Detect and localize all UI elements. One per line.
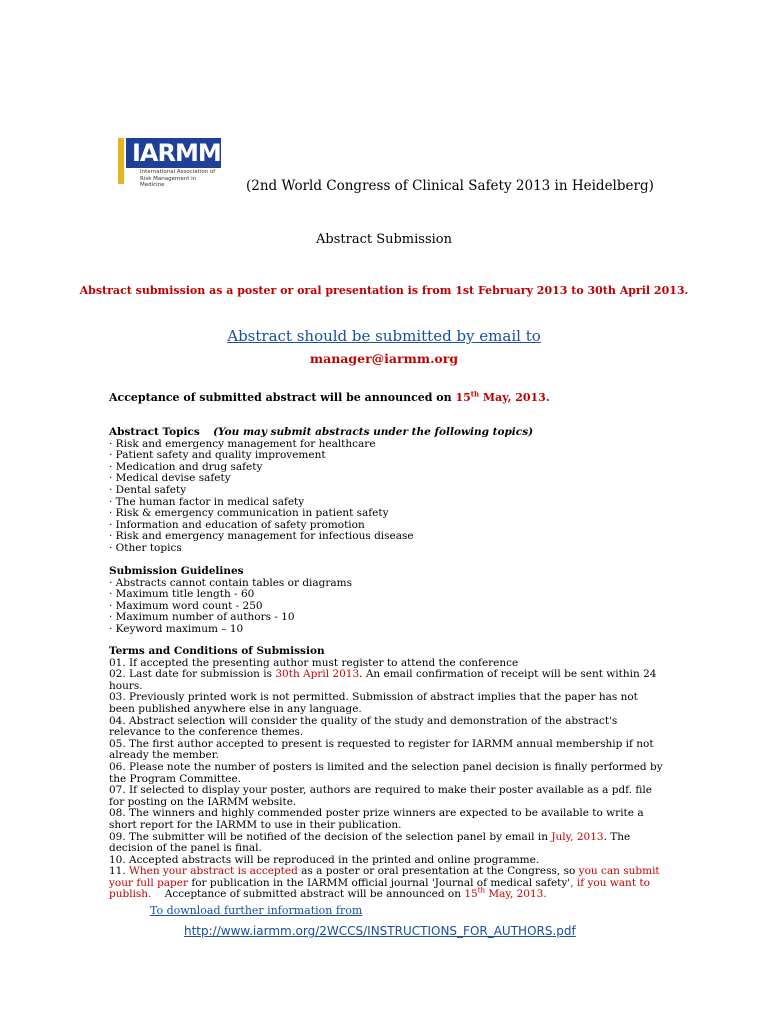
abstract-topics bbox=[109, 427, 533, 555]
term-02: 02. Last date for submission is 30th April 2013. An email confirmation of receipt will be sent within 24 bbox=[109, 668, 657, 681]
logo-subtitle: International Association of Risk Management in Medicine bbox=[140, 169, 216, 188]
term-09: 09. The submitter will be notified of the decision of the selection panel by email in July, 2013. The bbox=[109, 830, 631, 843]
term-05: 05. The first author accepted to present is requested to register for IARMM annual membership if not bbox=[109, 737, 654, 750]
list-item: · Other topics bbox=[109, 541, 182, 554]
submission-period-notice: Abstract submission as a poster or oral presentation is from 1st February 2013 to 30th April 2013. bbox=[79, 284, 689, 297]
list-item: · Medication and drug safety bbox=[109, 460, 263, 473]
term-04: 04. Abstract selection will consider the quality of the study and demonstration of the abstract's bbox=[109, 714, 618, 727]
submission-guidelines bbox=[109, 566, 352, 636]
guidelines-title: Submission Guidelines bbox=[109, 565, 244, 577]
terms-title: Terms and Conditions of Submission bbox=[109, 645, 325, 657]
term-06: 06. Please note the number of posters is limited and the selection panel decision is finally performed by bbox=[109, 760, 663, 773]
term-10: 10. Accepted abstracts will be reproduced in the printed and online programme. bbox=[109, 853, 540, 866]
term-08: 08. The winners and highly commended poster prize winners are expected to be available to write a bbox=[109, 807, 644, 820]
list-item: · Abstracts cannot contain tables or diagrams bbox=[109, 576, 353, 589]
term-03: 03. Previously printed work is not permitted. Submission of abstract implies that the paper has not bbox=[109, 691, 638, 704]
list-item: · Risk and emergency management for infectious disease bbox=[109, 530, 414, 543]
list-item: · The human factor in medical safety bbox=[109, 495, 305, 508]
logo-text: IARMM bbox=[132, 139, 221, 167]
list-item: · Medical devise safety bbox=[109, 472, 231, 485]
topics-note: (You may submit abstracts under the following topics) bbox=[213, 426, 534, 438]
list-item: · Keyword maximum – 10 bbox=[109, 622, 244, 635]
logo-gold-bar bbox=[118, 138, 124, 184]
list-item: · Information and education of safety promotion bbox=[109, 518, 365, 531]
term-11: 11. When your abstract is accepted as a poster or oral presentation at the Congress, so you can submit bbox=[109, 865, 660, 878]
submission-email[interactable]: manager@iarmm.org bbox=[309, 351, 459, 366]
list-item: · Maximum title length - 60 bbox=[109, 588, 255, 601]
email-heading-link[interactable]: Abstract should be submitted by email to bbox=[227, 327, 541, 345]
list-item: · Maximum word count - 250 bbox=[109, 599, 263, 612]
iarmm-logo bbox=[118, 136, 221, 186]
list-item: · Risk and emergency management for healthcare bbox=[109, 437, 376, 450]
term-07: 07. If selected to display your poster, authors are required to make their poster available as a pdf. file bbox=[109, 784, 652, 797]
list-item: · Risk & emergency communication in patient safety bbox=[109, 507, 389, 520]
term-01: 01. If accepted the presenting author must register to attend the conference bbox=[109, 656, 519, 669]
page-title: Abstract Submission bbox=[316, 232, 452, 247]
download-info-link[interactable]: To download further information from bbox=[150, 904, 363, 917]
acceptance-announcement: Acceptance of submitted abstract will be announced on 15th May, 2013. bbox=[109, 389, 550, 404]
topics-title: Abstract Topics bbox=[109, 426, 200, 438]
list-item: · Dental safety bbox=[109, 483, 187, 496]
list-item: · Maximum number of authors - 10 bbox=[109, 611, 295, 624]
instructions-pdf-link[interactable]: http://www.iarmm.org/2WCCS/INSTRUCTIONS_FOR_AUTHORS.pdf bbox=[184, 924, 576, 938]
list-item: · Patient safety and quality improvement bbox=[109, 449, 326, 462]
congress-subtitle: (2nd World Congress of Clinical Safety 2013 in Heidelberg) bbox=[246, 178, 654, 194]
terms-and-conditions: Terms and Conditions of Submission 01. If accepted the presenting author must register to attend the conference 02. Last date for submission is 30th April 2013. An email confirmation of receipt will be sent within 24 hours. 03. Previously printed work is not permitted. Submission of abstract implies that the paper has not been published anywhere else in any language. 04. Abstract selection will consider the quality of the study and demonstration of the abstract's relevance to the conference themes. 05. The first author accepted to present is requested to register for IARMM annual membership if not already the member. 06. Please note the number of posters is limited and the selection panel decision is finally performed by the Program Committee. 07. If selected to display your poster, authors are required to make their poster available as a pdf. file for posting on the IARMM website. 08. The winners and highly commended poster prize winners are expected to be available to write a short report for the IARMM to use in their publication. 09. The submitter will be notified of the decision of the selection panel by email in July, 2013. The decision of the panel is final. 10. Accepted abstracts will be reproduced in the printed and online programme. 11. When your abstract is accepted as a poster or oral presentation at the Congress, so you can submit your full paper for publication in the IARMM official journal 'Journal of medical safety', if you want to publish. Acceptance of submitted abstract will be announced on 15th May, 2013. bbox=[109, 645, 663, 901]
